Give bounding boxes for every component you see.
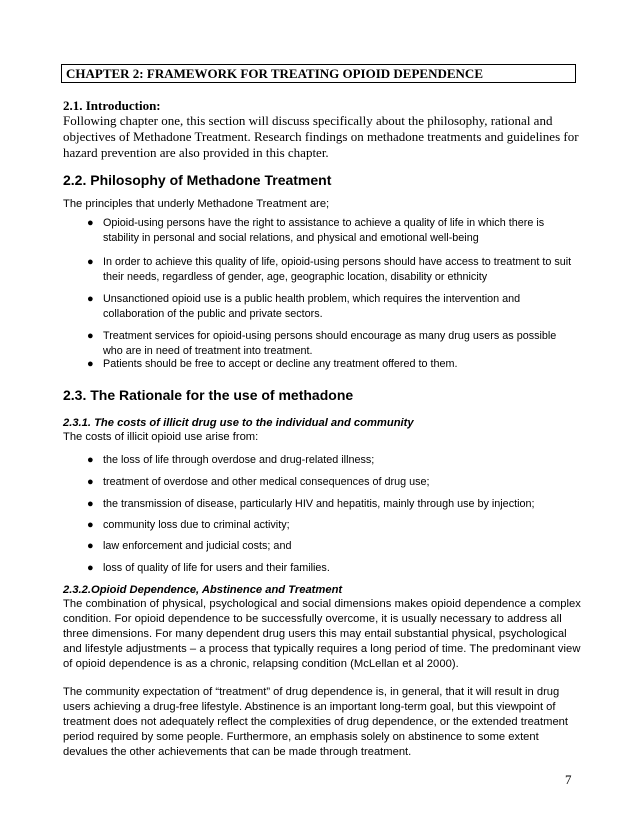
bullet-icon: ●: [87, 330, 94, 342]
costs-lead: The costs of illicit opioid use arise from:: [63, 431, 259, 443]
bullet-icon: ●: [87, 476, 94, 488]
document-page: CHAPTER 2: FRAMEWORK FOR TREATING OPIOID DEPENDENCE 2.1. Introduction: Following chapter one, this section will discuss specifically about the philosophy, rational and objectives of Methadone Treatment. Research findings on methadone treatments and guidelines for hazard prevention are also provided in this chapter. 2.2. Philosophy of Methadone Treatment The principles that underly Methadone Treatment are; ● Opioid-using persons have the right to assistance to achieve a quality of life in which there is stability in personal and social relations, and physical and emotional well-being ● In order to achieve this quality of life, opioid-using persons should have access to treatment to suit their needs, regardless of gender, age, geographic location, disability or ethnicity ● Unsanctioned opioid use is a public health problem, which requires the intervention and collaboration of the public and private sectors. ● Treatment services for opioid-using persons should encourage as many drug users as possible who are in need of treatment into treatment. ● Patients should be free to accept or decline any treatment offered to them. 2.3. The Rationale for the use of methadone 2.3.1. The costs of illicit drug use to the individual and community The costs of illicit opioid use arise from: ● the loss of life through overdose and drug-related illness; ● treatment of overdose and other medical consequences of drug use; ● the transmission of disease, particularly HIV and hepatitis, mainly through use by injection; ● community loss due to criminal activity; ● law enforcement and judicial costs; and ● loss of quality of life for users and their families. 2.3.2.Opioid Dependence, Abstinence and Treatment The combination of physical, psychological and social dimensions makes opioid dependence a complex condition. For opioid dependence to be successfully overcome, it is usually necessary to address all three dimensions. For many dependent drug users this may entail substantial physical, psychological and lifestyle adjustments – a process that typically requires a long period of time. The predominant view of opioid dependence is as a chronic, relapsing condition (McLellan et al 2000). The community expectation of “treatment” of drug dependence is, in general, that it will result in drug users achieving a drug-free lifestyle. Abstinence is an important long-term goal, but this viewpoint of treatment does not adequately reflect the complexities of drug dependence, or the extended treatment period required by some people. Furthermore, an emphasis solely on abstinence to some extent devalues the other achievements that can be made through treatment. 7: [0, 0, 638, 826]
intro-paragraph: Following chapter one, this section will discuss specifically about the philosophy, rational and objectives of Methadone Treatment. Research findings on methadone treatments and guidelines for hazard prevention are also provided in this chapter.: [63, 113, 579, 160]
chapter-title: CHAPTER 2: FRAMEWORK FOR TREATING OPIOID DEPENDENCE: [61, 64, 576, 83]
costs-heading: 2.3.1. The costs of illicit drug use to the individual and community: [63, 417, 414, 429]
bullet-icon: ●: [87, 293, 94, 305]
bullet-icon: ●: [87, 498, 94, 510]
page-number: 7: [565, 772, 572, 787]
rationale-heading: 2.3. The Rationale for the use of methadone: [63, 387, 354, 403]
dependence-paragraph-1: The combination of physical, psychological and social dimensions makes opioid dependence a complex condition. For opioid dependence to be successfully overcome, it is usually necessary to address all three dimensions. For many dependent drug users this may entail substantial physical, psychological and lifestyle adjustments – a process that typically requires a long period of time. The predominant view of opioid dependence is as a chronic, relapsing condition (McLellan et al 2000).: [63, 598, 581, 670]
intro-heading: 2.1. Introduction:: [63, 98, 161, 113]
bullet-icon: ●: [87, 217, 94, 229]
bullet-icon: ●: [87, 358, 94, 370]
bullet-icon: ●: [87, 256, 94, 268]
bullet-icon: ●: [87, 540, 94, 552]
philosophy-heading: 2.2. Philosophy of Methadone Treatment: [63, 172, 332, 188]
bullet-icon: ●: [87, 519, 94, 531]
dependence-heading: 2.3.2.Opioid Dependence, Abstinence and Treatment: [63, 584, 343, 596]
bullet-icon: ●: [87, 562, 94, 574]
philosophy-lead: The principles that underly Methadone Treatment are;: [63, 198, 330, 210]
bullet-icon: ●: [87, 454, 94, 466]
dependence-paragraph-2: The community expectation of “treatment” of drug dependence is, in general, that it will result in drug users achieving a drug-free lifestyle. Abstinence is an important long-term goal, but this viewpoint of treatment does not adequately reflect the complexities of drug dependence, or the extended treatment period required by some people. Furthermore, an emphasis solely on abstinence to some extent devalues the other achievements that can be made through treatment.: [63, 686, 568, 758]
